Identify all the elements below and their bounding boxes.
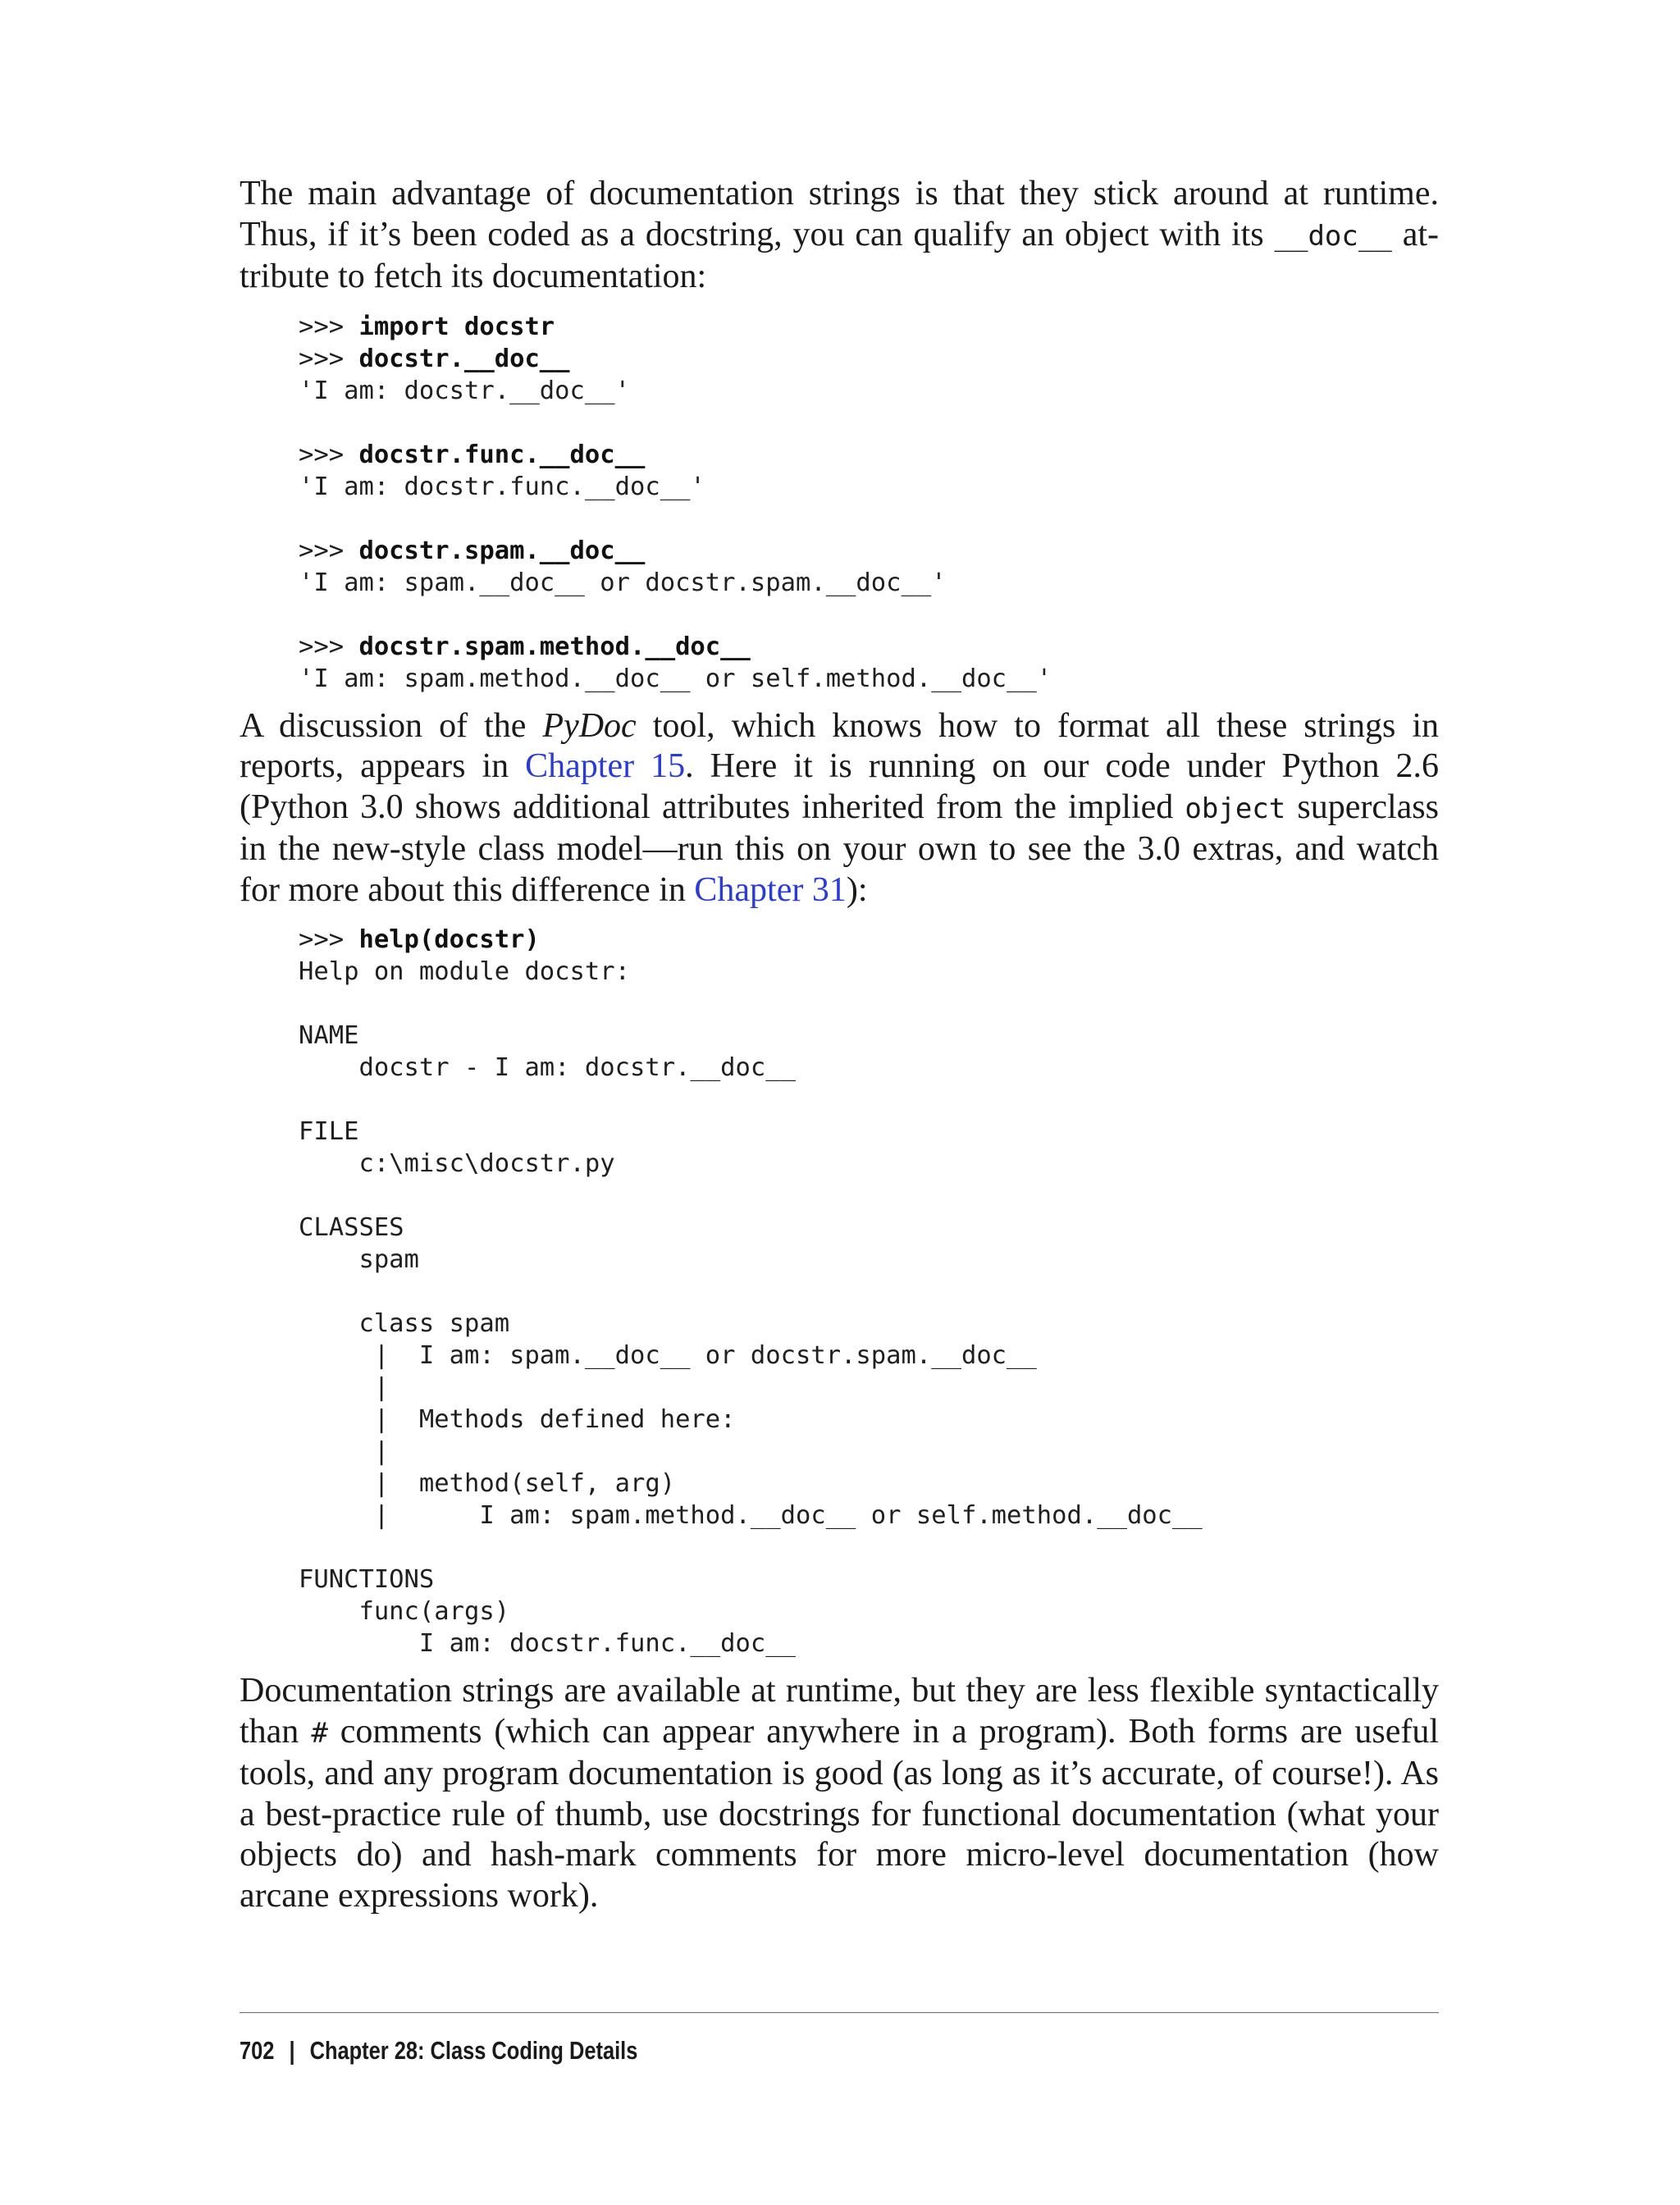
text-run: comments (which can appear anywhere in a program). Both forms are useful tools, and any program documentation is good (as long as it’s accurate, of course!). As a best-practice rule of thumb, use docstrings for functional documentation (what your objects do) and hash-mark comments for more micro-level documentation (how arcane expressions work).: [240, 1712, 1440, 1915]
closing-paragraph: [240, 1671, 1439, 1916]
chapter-15-link[interactable]: Chapter 15: [525, 747, 686, 785]
code-input: help(docstr): [358, 925, 540, 954]
code-line: |: [299, 1437, 390, 1466]
chapter-title: Chapter 28: Class Coding Details: [309, 2036, 638, 2065]
inline-code: __doc__: [1274, 219, 1392, 253]
code-block-docstrings: [240, 311, 1439, 695]
code-line: |: [299, 1373, 390, 1402]
code-line: docstr - I am: docstr.__doc__: [299, 1053, 796, 1082]
footer-text: [240, 2036, 1223, 2066]
code-line: | Methods defined here:: [299, 1405, 736, 1434]
pydoc-paragraph: [240, 706, 1439, 911]
text-run: superclass in the new-style class model—run this on your own to see the 3.0 extras, and watch for more about this difference in: [240, 788, 1439, 909]
code-line: 'I am: docstr.func.__doc__': [299, 472, 705, 501]
code-prompt: >>>: [299, 632, 359, 661]
text-run: The main advantage of documentation strings is that they stick around at runtime. Thus, if it’s been coded as a docstring, you can qualify an object with its: [240, 175, 1439, 253]
code-prompt: >>>: [299, 536, 359, 565]
code-prompt: >>>: [299, 925, 359, 954]
emphasis-text: PyDoc: [542, 706, 637, 745]
code-line: [299, 345, 570, 373]
code-line: NAME: [299, 1021, 359, 1050]
code-line: [299, 925, 540, 954]
code-input: docstr.func.__doc__: [358, 440, 646, 469]
code-line: | I am: spam.__doc__ or docstr.spam.__doc__: [299, 1341, 1037, 1370]
code-input: docstr.spam.method.__doc__: [358, 632, 751, 661]
page-footer: [240, 2012, 1439, 2066]
code-line: [299, 536, 645, 565]
code-prompt: >>>: [299, 312, 359, 341]
code-line: I am: docstr.func.__doc__: [299, 1629, 796, 1658]
code-line: FUNCTIONS: [299, 1565, 435, 1594]
text-run: attribute to fetch its documentation:: [240, 215, 1439, 295]
code-line: c:\misc\docstr.py: [299, 1149, 615, 1178]
inline-code: object: [1185, 792, 1286, 825]
inline-code: #: [311, 1716, 328, 1750]
code-line: | I am: spam.method.__doc__ or self.method.__doc__: [299, 1501, 1203, 1530]
code-input: import docstr: [358, 312, 555, 341]
text-run: A discussion of the: [240, 706, 543, 745]
code-prompt: >>>: [299, 344, 359, 373]
code-line: | method(self, arg): [299, 1469, 676, 1498]
text-run: tool, which knows how to format all these strings in reports, appears in: [240, 706, 1439, 785]
code-line: func(args): [299, 1597, 510, 1626]
code-line: spam: [299, 1245, 419, 1274]
code-line: Help on module docstr:: [299, 957, 630, 986]
text-run: Documentation strings are available at runtime, but they are less flexible syntactically than: [240, 1672, 1439, 1751]
footer-separator: |: [289, 2036, 295, 2065]
page-body: [240, 174, 1439, 1916]
code-prompt: >>>: [299, 440, 359, 469]
code-line: 'I am: docstr.__doc__': [299, 376, 630, 405]
code-line: class spam: [299, 1309, 510, 1338]
text-run: ):: [846, 870, 868, 909]
code-line: [299, 632, 751, 661]
code-line: 'I am: spam.method.__doc__ or self.method.__doc__': [299, 664, 1052, 693]
code-line: 'I am: spam.__doc__ or docstr.spam.__doc__': [299, 568, 947, 597]
page-number: 702: [240, 2036, 275, 2065]
intro-paragraph: [240, 174, 1439, 298]
code-block-pydoc-help: [240, 924, 1439, 1659]
code-line: [299, 313, 555, 341]
code-line: [299, 441, 645, 469]
code-input: docstr.__doc__: [358, 344, 570, 373]
text-run: . Here it is running on our code under Python 2.6 (Python 3.0 shows additional attributes inherited from the implied: [240, 747, 1439, 826]
code-line: CLASSES: [299, 1213, 404, 1242]
chapter-31-link[interactable]: Chapter 31: [694, 870, 847, 909]
footer-divider: [240, 2012, 1439, 2013]
code-line: FILE: [299, 1117, 359, 1146]
code-input: docstr.spam.__doc__: [358, 536, 646, 565]
